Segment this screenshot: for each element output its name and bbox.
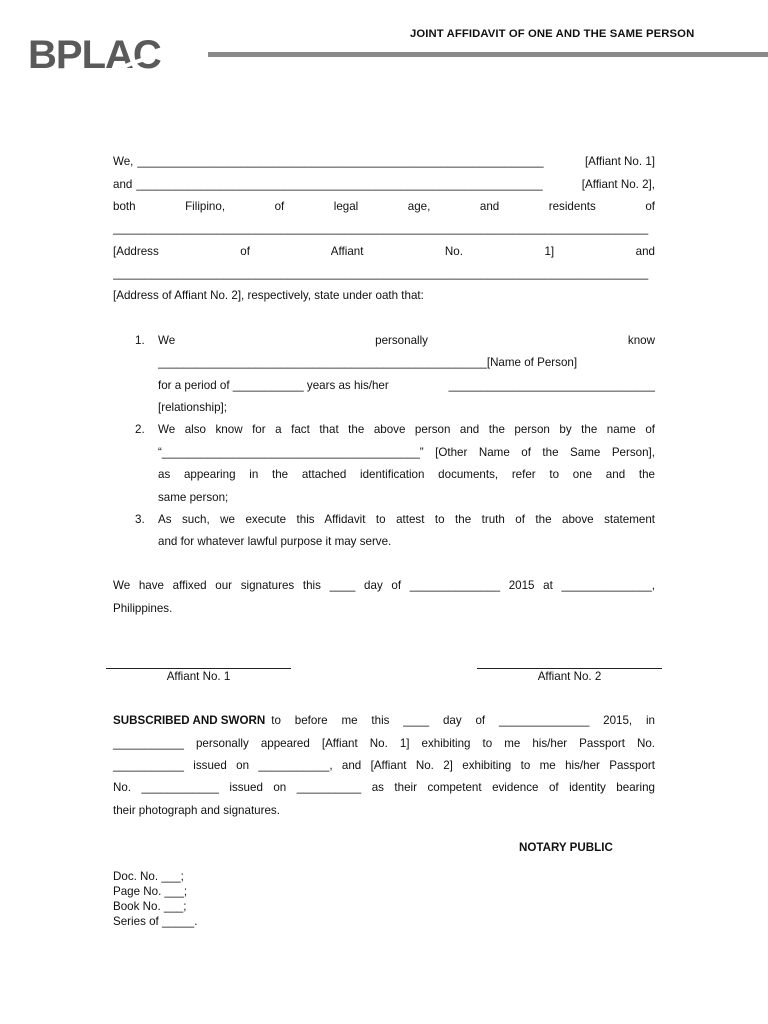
intro-line-3: both Filipino, of legal age, and residents of bbox=[113, 200, 655, 213]
affix-line-1: We have affixed our signatures this ____ day of ______________ 2015 at ______________, bbox=[113, 579, 655, 592]
item-2-line-3: as appearing in the attached identification documents, refer to one and the bbox=[158, 468, 655, 481]
series-of: Series of _____. bbox=[113, 915, 198, 928]
intro-line-5: [Address of Affiant No. 1] and bbox=[113, 245, 655, 258]
item-3-number: 3. bbox=[135, 513, 145, 526]
item-3-line-1: As such, we execute this Affidavit to attest to the truth of the above statement bbox=[158, 513, 655, 526]
logo-text: BPLAC bbox=[28, 36, 161, 76]
address-2-blank: ___________________________________________________________________________________ bbox=[113, 267, 649, 280]
document-header-title: JOINT AFFIDAVIT OF ONE AND THE SAME PERSON bbox=[410, 28, 695, 40]
item-1-line-3: for a period of ___________ years as his/her ________________________________ bbox=[158, 379, 655, 392]
item-3-line-2: and for whatever lawful purpose it may serve. bbox=[158, 535, 392, 548]
affiant-1-name-blank: _______________________________________________________________ bbox=[137, 155, 544, 168]
jurat-line-1: SUBSCRIBED AND SWORN to before me this ____ day of ______________ 2015, in bbox=[113, 714, 655, 727]
affiant-1-label: Affiant No. 1 bbox=[166, 670, 231, 683]
item-1-number: 1. bbox=[135, 334, 145, 347]
item-1-line-4: [relationship]; bbox=[158, 401, 227, 414]
affiant-1-signature-line bbox=[106, 668, 291, 669]
item-1-line-2: ___________________________________________________[Name of Person] bbox=[158, 356, 578, 369]
relationship-blank: ________________________________ bbox=[448, 379, 655, 392]
item-1-line-1: We personally know bbox=[158, 334, 655, 347]
intro-line-2: and _______________________________________________________________ [Affiant No. 2], bbox=[113, 178, 655, 191]
jurat-bold-lead: SUBSCRIBED AND SWORN bbox=[113, 714, 266, 727]
affiant-2-name-blank: _______________________________________________________________ bbox=[136, 178, 543, 191]
doc-number: Doc. No. ___; bbox=[113, 870, 184, 883]
affix-line-2: Philippines. bbox=[113, 602, 173, 615]
item-2-line-1: We also know for a fact that the above person and the person by the name of bbox=[158, 423, 655, 436]
item-2-line-2: “________________________________________” [Other Name of the Same Person], bbox=[158, 446, 655, 459]
page-number: Page No. ___; bbox=[113, 885, 188, 898]
item-2-line-4: same person; bbox=[158, 491, 229, 504]
intro-line-7: [Address of Affiant No. 2], respectively, state under oath that: bbox=[113, 289, 424, 302]
jurat-line-2: ___________ personally appeared [Affiant No. 1] exhibiting to me his/her Passport No. bbox=[113, 737, 655, 750]
affiant-2-label: Affiant No. 2 bbox=[537, 670, 602, 683]
notary-public-label: NOTARY PUBLIC bbox=[519, 841, 613, 854]
jurat-line-3: ___________ issued on ___________, and [Affiant No. 2] exhibiting to me his/her Passport bbox=[113, 759, 655, 772]
item-2-number: 2. bbox=[135, 423, 145, 436]
affiant-2-signature-line bbox=[477, 668, 662, 669]
book-number: Book No. ___; bbox=[113, 900, 187, 913]
header-divider bbox=[208, 52, 768, 57]
jurat-line-4: No. ____________ issued on __________ as their competent evidence of identity bearing bbox=[113, 781, 655, 794]
intro-line-1: We, _______________________________________________________________ [Affiant No. 1] bbox=[113, 155, 655, 168]
jurat-line-5: their photograph and signatures. bbox=[113, 804, 280, 817]
address-1-blank: ___________________________________________________________________________________ bbox=[113, 222, 649, 235]
logo bbox=[28, 36, 206, 76]
